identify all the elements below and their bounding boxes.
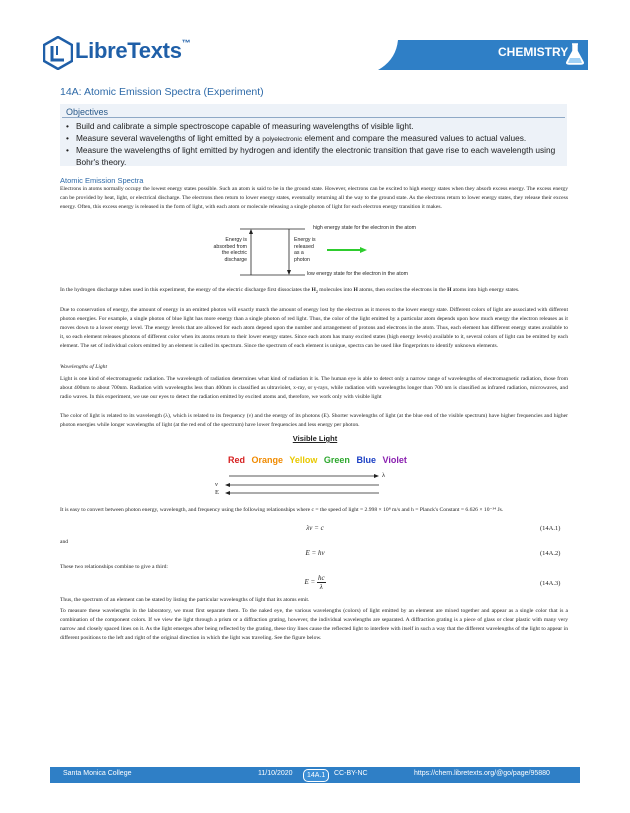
paragraph: It is easy to convert between photon energy, wavelength, and frequency using the following relationships where c = the speed of light = 2.998 × 10⁸ m/s and h = Planck's Constant = 6.626 × 10⁻³⁴ Js. bbox=[60, 507, 504, 513]
color-label-green: Green bbox=[323, 455, 350, 465]
paragraph: Thus, the spectrum of an element can be stated by listing the particular wavelengths of light that its atoms emit. bbox=[60, 597, 310, 603]
equation-number: (14A.2) bbox=[540, 550, 561, 557]
paragraph: Due to conservation of energy, the amount of energy in an emitted photon will exactly match the amount of energy lost by the electron as it moves to the lower energy state. Different colors of light are associated with different photon energies. For example, a single photon of blue light has more energy than a single photon of red light. Thus, the color of the light emitted by a particular atom depends upon how much energy the electron releases as it moves down to a lower energy level. The energy levels that are allowed for each atom depend upon the number and arrangement of protons and electrons in the atom. Thus, each element has different energy states available to it, so each element releases photons of different color when its atoms return to their lower energy states. Since each atom has many excited states (high energy levels) available to it, several colors of light can be emitted by each element. The set of individual colors emitted by an element is called its spectrum. Since the spectrum of each element is unique, spectra can be used like fingerprints to identify unknown elements. bbox=[60, 307, 568, 349]
e-label: E bbox=[215, 489, 219, 496]
page-title: 14A: Atomic Emission Spectra (Experiment) bbox=[60, 86, 264, 98]
paragraph: Light is one kind of electromagnetic radiation. The wavelength of radiation determines what kind of radiation it is. The human eye is able to detect only a narrow range of wavelengths of electromagnetic radiation, those from about 400nm to about 700nm. Radiation with wavelengths less than 400nm is classified as ultraviolet, x-ray, or γ-rays, while radiation with wavelengths longer than 700 nm is classified as infrared radiation, microwaves, and radio waves. In this experiment, we use our eyes to detect the radiation emitted by excited atoms and, therefore, we work only with visible light bbox=[60, 376, 568, 400]
libretexts-logo-icon bbox=[43, 36, 73, 70]
footer-date: 11/10/2020 bbox=[258, 770, 293, 777]
equation-number: (14A.3) bbox=[540, 580, 561, 587]
list-item: • Measure several wavelengths of light emitted by a polyelectronic element and compare the measured values to actual values. bbox=[64, 133, 564, 146]
objectives-list bbox=[64, 121, 564, 168]
color-label-yellow: Yellow bbox=[289, 455, 318, 465]
paragraph: The color of light is related to its wavelength (λ), which is related to its frequency (ν) and the energy of its photons (E). Shorter wavelengths of light (at the blue end of the visible spectrum) have higher frequencies and higher photon energies while longer wavelengths of light (at the red end of the spectrum) have lower frequencies and less energy per photon. bbox=[60, 413, 568, 428]
equation-2: E = hν bbox=[305, 549, 325, 557]
paragraph: Electrons in atoms normally occupy the lowest energy states possible. Such an atom is said to be in the ground state. However, electrons can be excited to high energy states when they absorb excess energy. The excess energy can be provided by heat, light, or electrical discharge. The electrons then return to lower energy states, eventually returning all the way to the ground state. As the electrons return to lower energy states, they release their excess energy. Often, this excess energy is released in the form of light, with each atom or molecule releasing a single photon of light for each electron energy transition it makes. bbox=[60, 186, 568, 210]
paragraph: To measure these wavelengths in the laboratory, we must first separate them. To the naked eye, the various wavelengths (colors) of light emitted by an element are mixed together and appear as a single color that is a combination of the component colors. If we view the light through a prism or a diffraction grating, however, the individual wavelengths are separated. A diffraction grating is a piece of glass or clear plastic with many very narrow and closely spaced lines on it. As the light emerges after being reflected by the grating, these tiny lines cause the reflected light to interfere with itself in such a way that the different wavelengths of the light to appear in different positions to the left and right of the original direction in which the light was traveling. See the figure below. bbox=[60, 608, 568, 641]
footer-college: Santa Monica College bbox=[63, 770, 132, 777]
list-item: • Measure the wavelengths of light emitted by hydrogen and identify the electronic transition that gave rise to each wavelength using Bohr's theory. bbox=[64, 145, 564, 168]
paragraph: and bbox=[60, 539, 69, 545]
page-number-badge: 14A.1 bbox=[303, 769, 329, 782]
color-label-red: Red bbox=[228, 455, 246, 465]
equation-3: E = $\frac{hc}{\lambda}$ bbox=[304, 574, 325, 591]
footer-license[interactable]: CC-BY-NC bbox=[334, 770, 368, 777]
lambda-label: λ bbox=[382, 472, 386, 479]
low-energy-label: low energy state for the electron in the atom bbox=[307, 271, 408, 277]
list-item: • Build and calibrate a simple spectroscope capable of measuring wavelengths of visible light. bbox=[64, 121, 564, 133]
subject-label: CHEMISTRY bbox=[498, 45, 569, 59]
objectives-heading: Objectives bbox=[66, 107, 109, 117]
section-heading: Atomic Emission Spectra bbox=[60, 176, 144, 185]
color-label-violet: Violet bbox=[382, 455, 407, 465]
logo-text[interactable]: LibreTexts™ bbox=[75, 38, 191, 63]
color-label-blue: Blue bbox=[356, 455, 376, 465]
paragraph: In the hydrogen discharge tubes used in this experiment, the energy of the electric discharge first dissociates the $H_2$ molecules into H atoms, then excites the electrons in the H atoms into high energy states. bbox=[60, 287, 520, 295]
footer-url-link[interactable]: https://chem.libretexts.org/@go/page/95880 bbox=[414, 770, 550, 777]
nu-label: ν bbox=[215, 481, 218, 488]
high-energy-label: high energy state for the electron in the atom bbox=[313, 225, 416, 231]
color-labels bbox=[228, 455, 411, 465]
flask-icon bbox=[564, 42, 586, 66]
subheading: Wavelengths of Light bbox=[60, 364, 108, 370]
released-label: Energy is released as a photon bbox=[294, 237, 316, 263]
paragraph: These two relationships combine to give a third: bbox=[60, 564, 168, 570]
equation-number: (14A.1) bbox=[540, 525, 561, 532]
color-label-orange: Orange bbox=[251, 455, 284, 465]
visible-light-title: Visible Light bbox=[292, 434, 338, 443]
equation-1: λν = c bbox=[306, 524, 324, 532]
divider bbox=[62, 117, 565, 118]
absorbed-label: Energy is absorbed from the electric discharge bbox=[213, 237, 247, 263]
energy-level-diagram bbox=[195, 224, 455, 280]
